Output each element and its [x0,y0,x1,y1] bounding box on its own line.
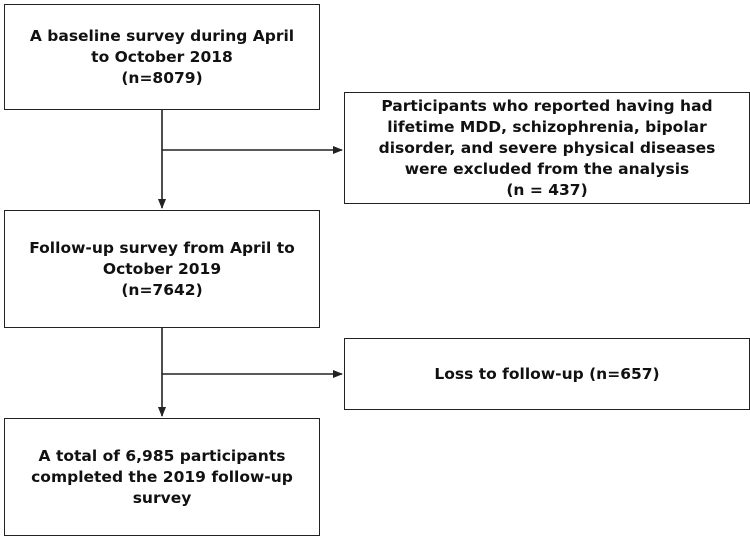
completed-line-2: completed the 2019 follow-up [31,467,293,486]
followup-line-3: (n=7642) [121,280,203,299]
excluded-line-1: Participants who reported having had [381,96,713,115]
excluded-line-2: lifetime MDD, schizophrenia, bipolar [387,117,707,136]
completed-line-3: survey [132,488,192,507]
loss-line-1: Loss to follow-up (n=657) [434,364,660,383]
loss-to-followup-box [344,338,750,410]
baseline-line-3: (n=8079) [121,68,203,87]
excluded-line-4: were excluded from the analysis [404,159,690,178]
completed-line-1: A total of 6,985 participants [38,446,286,465]
followup-line-2: October 2019 [102,259,222,278]
excluded-line-5: (n = 437) [506,180,588,199]
followup-line-1: Follow-up survey from April to [29,238,295,257]
excluded-participants-box [344,92,750,204]
baseline-survey-box [4,4,320,110]
baseline-line-2: to October 2018 [91,47,233,66]
followup-survey-box [4,210,320,328]
completed-participants-box [4,418,320,536]
excluded-line-3: disorder, and severe physical diseases [378,138,716,157]
baseline-line-1: A baseline survey during April [29,26,295,45]
